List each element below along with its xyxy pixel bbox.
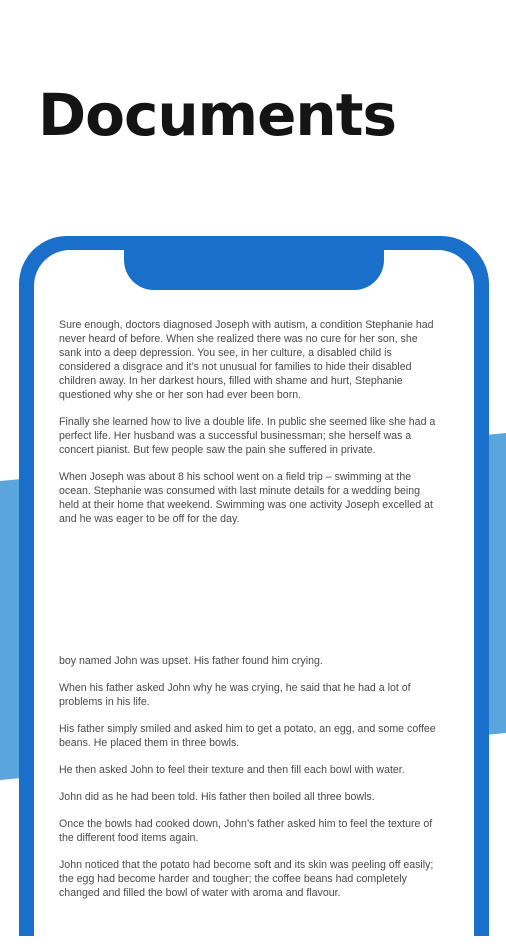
document-paragraph: Once the bowls had cooked down, John’s father asked him to feel the texture of the different food items again. xyxy=(59,818,433,844)
document-paragraph: boy named John was upset. His father found him crying. xyxy=(59,655,323,667)
phone-notch xyxy=(124,250,384,290)
document-paragraph: When Joseph was about 8 his school went on a field trip – swimming at the ocean. Stephanie was consumed with last minute details for a wedding being held at their home that weekend. Swimming was one activity Joseph excelled at and he was eager to be off for the day. xyxy=(59,471,433,525)
document-paragraph: John noticed that the potato had become soft and its skin was peeling off easily; the egg had become harder and tougher; the coffee beans had completely changed and filled the bowl of water with aroma and flavour. xyxy=(59,859,434,899)
document-page-1 xyxy=(59,318,441,539)
document-page-2 xyxy=(59,654,441,913)
document-paragraph: John did as he had been told. His father then boiled all three bowls. xyxy=(59,791,375,803)
document-paragraph: His father simply smiled and asked him to get a potato, an egg, and some coffee beans. He placed them in three bowls. xyxy=(59,723,436,749)
document-paragraph: When his father asked John why he was crying, he said that he had a lot of problems in his life. xyxy=(59,682,411,708)
document-paragraph: Sure enough, doctors diagnosed Joseph with autism, a condition Stephanie had never heard of before. When she realized there was no cure for her son, she sank into a deep depression. You see, in her culture, a disabled child is considered a disgrace and it’s not unusual for families to hide their disabled children away. In her darkest hours, filled with shame and hurt, Stephanie questioned why she or her son had ever been born. xyxy=(59,319,434,401)
phone-screen xyxy=(34,250,474,950)
document-paragraph: Finally she learned how to live a double life. In public she seemed like she had a perfect life. Her husband was a successful businessman; she herself was a concert pianist. But few people saw the pain she suffered in private. xyxy=(59,416,436,456)
page-title: Documents xyxy=(38,81,396,149)
document-paragraph: He then asked John to feel their texture and then fill each bowl with water. xyxy=(59,764,405,776)
phone-frame xyxy=(19,236,489,936)
